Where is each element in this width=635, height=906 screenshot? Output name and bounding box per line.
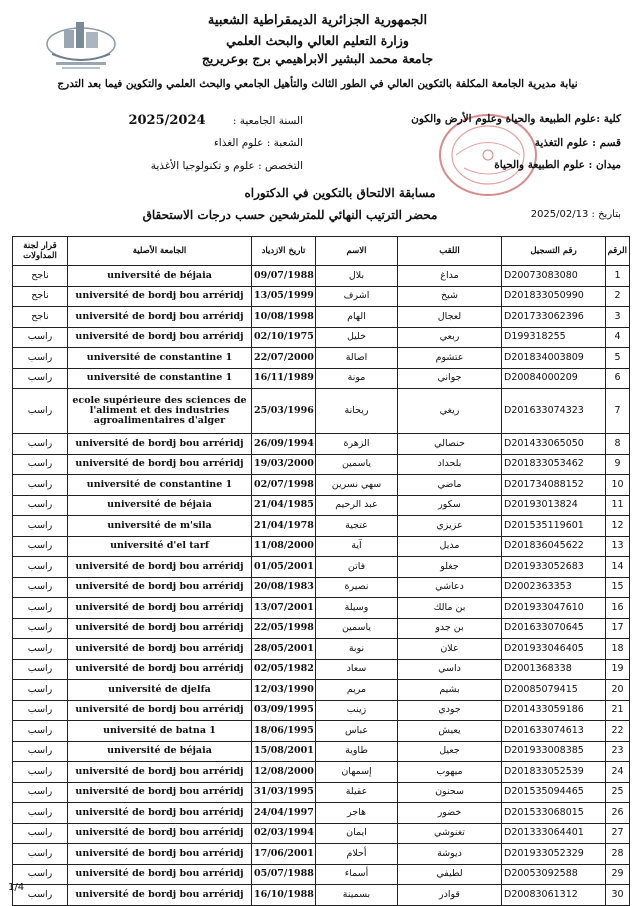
rank-cell: 25 bbox=[606, 782, 630, 803]
university-cell: université de bordj bou arréridj bbox=[68, 659, 252, 680]
decision-cell: راسب bbox=[13, 680, 68, 701]
faculty-label: كلية :علوم الطبيعة والحياة وعلوم الأرض والكون bbox=[411, 113, 621, 125]
first-name-cell: زينب bbox=[316, 700, 398, 721]
col-last-name: اللقب bbox=[398, 237, 502, 266]
table-row bbox=[13, 368, 630, 389]
university-cell: université de bordj bou arréridj bbox=[68, 639, 252, 660]
registration-cell: D2001368338 bbox=[502, 659, 606, 680]
decision-cell: راسب bbox=[13, 348, 68, 369]
last-name-cell: بن جدو bbox=[398, 618, 502, 639]
last-name-cell: لعجال bbox=[398, 307, 502, 328]
first-name-cell: عبد الرحيم bbox=[316, 495, 398, 516]
decision-cell: راسب bbox=[13, 700, 68, 721]
first-name-cell: أحلام bbox=[316, 844, 398, 865]
table-row bbox=[13, 639, 630, 660]
birth-date-cell: 13/05/1999 bbox=[252, 286, 316, 307]
last-name-cell: سحنون bbox=[398, 782, 502, 803]
registration-cell: D201633074323 bbox=[502, 389, 606, 434]
university-cell: université de bordj bou arréridj bbox=[68, 598, 252, 619]
first-name-cell: الزهرة bbox=[316, 434, 398, 455]
table-row bbox=[13, 536, 630, 557]
birth-date-cell: 22/05/1998 bbox=[252, 618, 316, 639]
registration-cell: D20085079415 bbox=[502, 680, 606, 701]
rank-cell: 18 bbox=[606, 639, 630, 660]
university-cell: université de constantine 1 bbox=[68, 348, 252, 369]
department-label: قسم : علوم التغذية bbox=[534, 137, 621, 149]
report-title: محضر الترتيب النهائي للمترشحين حسب درجات الاستحقاق bbox=[142, 208, 438, 222]
first-name-cell: آية bbox=[316, 536, 398, 557]
registration-cell: D201433065050 bbox=[502, 434, 606, 455]
last-name-cell: يعيش bbox=[398, 721, 502, 742]
birth-date-cell: 22/07/2000 bbox=[252, 348, 316, 369]
first-name-cell: عباس bbox=[316, 721, 398, 742]
last-name-cell: حنصالي bbox=[398, 434, 502, 455]
decision-cell: راسب bbox=[13, 659, 68, 680]
university-cell: université de bordj bou arréridj bbox=[68, 557, 252, 578]
last-name-cell: سكور bbox=[398, 495, 502, 516]
last-name-cell: بن مالك bbox=[398, 598, 502, 619]
rank-cell: 12 bbox=[606, 516, 630, 537]
birth-date-cell: 05/07/1988 bbox=[252, 864, 316, 885]
decision-cell: راسب bbox=[13, 536, 68, 557]
rank-cell: 11 bbox=[606, 495, 630, 516]
competition-title: مسابقة الالتحاق بالتكوين في الدكتوراه bbox=[244, 186, 436, 200]
first-name-cell: بلال bbox=[316, 266, 398, 287]
rank-cell: 1 bbox=[606, 266, 630, 287]
first-name-cell: اصالة bbox=[316, 348, 398, 369]
last-name-cell: خضور bbox=[398, 803, 502, 824]
table-row bbox=[13, 266, 630, 287]
table-row bbox=[13, 864, 630, 885]
decision-cell: راسب bbox=[13, 762, 68, 783]
table-row bbox=[13, 782, 630, 803]
university-cell: université de constantine 1 bbox=[68, 475, 252, 496]
university-cell: université de bordj bou arréridj bbox=[68, 454, 252, 475]
col-registration: رقم التسجيل bbox=[502, 237, 606, 266]
last-name-cell: علان bbox=[398, 639, 502, 660]
registration-cell: D201733062396 bbox=[502, 307, 606, 328]
university-cell: université de bordj bou arréridj bbox=[68, 885, 252, 906]
first-name-cell: الهام bbox=[316, 307, 398, 328]
rank-cell: 8 bbox=[606, 434, 630, 455]
table-row bbox=[13, 721, 630, 742]
table-row bbox=[13, 762, 630, 783]
birth-date-cell: 17/06/2001 bbox=[252, 844, 316, 865]
table-row bbox=[13, 598, 630, 619]
university-cell: université de bordj bou arréridj bbox=[68, 782, 252, 803]
branch-label: الشعبة : علوم الغذاء bbox=[213, 137, 303, 149]
last-name-cell: عزيزي bbox=[398, 516, 502, 537]
first-name-cell: وسيلة bbox=[316, 598, 398, 619]
last-name-cell: جعيل bbox=[398, 741, 502, 762]
registration-cell: D201333064401 bbox=[502, 823, 606, 844]
rank-cell: 9 bbox=[606, 454, 630, 475]
decision-cell: ناجح bbox=[13, 266, 68, 287]
first-name-cell: اشرف bbox=[316, 286, 398, 307]
decision-cell: ناجح bbox=[13, 307, 68, 328]
birth-date-cell: 01/05/2001 bbox=[252, 557, 316, 578]
academic-year-label: السنة الجامعية : bbox=[232, 115, 303, 127]
table-row bbox=[13, 516, 630, 537]
table-row bbox=[13, 680, 630, 701]
birth-date-cell: 21/04/1985 bbox=[252, 495, 316, 516]
decision-cell: راسب bbox=[13, 495, 68, 516]
table-row bbox=[13, 557, 630, 578]
university-cell: université de béjaia bbox=[68, 495, 252, 516]
university-cell: université de béjaia bbox=[68, 266, 252, 287]
last-name-cell: لطيفي bbox=[398, 864, 502, 885]
birth-date-cell: 26/09/1994 bbox=[252, 434, 316, 455]
republic-title: الجمهورية الجزائرية الديمقراطية الشعبية bbox=[207, 13, 428, 28]
first-name-cell: مريم bbox=[316, 680, 398, 701]
academic-year-row bbox=[128, 113, 303, 128]
page-number: 1/4 bbox=[8, 882, 25, 893]
registration-cell: D201933052683 bbox=[502, 557, 606, 578]
birth-date-cell: 28/05/2001 bbox=[252, 639, 316, 660]
last-name-cell: قوادر bbox=[398, 885, 502, 906]
table-row bbox=[13, 307, 630, 328]
birth-date-cell: 24/04/1997 bbox=[252, 803, 316, 824]
first-name-cell: بسمينة bbox=[316, 885, 398, 906]
registration-cell: D201834003809 bbox=[502, 348, 606, 369]
birth-date-cell: 13/07/2001 bbox=[252, 598, 316, 619]
last-name-cell: شيخ bbox=[398, 286, 502, 307]
table-row bbox=[13, 618, 630, 639]
birth-date-cell: 10/08/1998 bbox=[252, 307, 316, 328]
registration-cell: D20084000209 bbox=[502, 368, 606, 389]
last-name-cell: جغلو bbox=[398, 557, 502, 578]
registration-cell: D201836045622 bbox=[502, 536, 606, 557]
decision-cell: راسب bbox=[13, 516, 68, 537]
last-name-cell: بلحداد bbox=[398, 454, 502, 475]
university-cell: université de bordj bou arréridj bbox=[68, 844, 252, 865]
rank-cell: 19 bbox=[606, 659, 630, 680]
registration-cell: D20053092588 bbox=[502, 864, 606, 885]
rank-cell: 22 bbox=[606, 721, 630, 742]
table-row bbox=[13, 741, 630, 762]
rank-cell: 29 bbox=[606, 864, 630, 885]
rank-cell: 30 bbox=[606, 885, 630, 906]
university-cell: université de djelfa bbox=[68, 680, 252, 701]
birth-date-cell: 09/07/1988 bbox=[252, 266, 316, 287]
table-row bbox=[13, 495, 630, 516]
table-row bbox=[13, 348, 630, 369]
university-cell: université de béjaia bbox=[68, 741, 252, 762]
rank-cell: 16 bbox=[606, 598, 630, 619]
birth-date-cell: 15/08/2001 bbox=[252, 741, 316, 762]
rank-cell: 23 bbox=[606, 741, 630, 762]
registration-cell: D201933046405 bbox=[502, 639, 606, 660]
first-name-cell: مونة bbox=[316, 368, 398, 389]
decision-cell: راسب bbox=[13, 639, 68, 660]
registration-cell: D20083061312 bbox=[502, 885, 606, 906]
birth-date-cell: 11/08/2000 bbox=[252, 536, 316, 557]
first-name-cell: خليل bbox=[316, 327, 398, 348]
birth-date-cell: 16/11/1989 bbox=[252, 368, 316, 389]
first-name-cell: عتجية bbox=[316, 516, 398, 537]
university-cell: université de batna 1 bbox=[68, 721, 252, 742]
ranking-table bbox=[12, 236, 630, 906]
last-name-cell: بشيم bbox=[398, 680, 502, 701]
university-cell: université de bordj bou arréridj bbox=[68, 307, 252, 328]
decision-cell: راسب bbox=[13, 557, 68, 578]
rank-cell: 17 bbox=[606, 618, 630, 639]
rank-cell: 14 bbox=[606, 557, 630, 578]
decision-cell: راسب bbox=[13, 885, 68, 906]
university-cell: université de bordj bou arréridj bbox=[68, 823, 252, 844]
last-name-cell: جودي bbox=[398, 700, 502, 721]
decision-cell: راسب bbox=[13, 454, 68, 475]
decision-cell: راسب bbox=[13, 721, 68, 742]
first-name-cell: عقيلة bbox=[316, 782, 398, 803]
first-name-cell: سهي نسرين bbox=[316, 475, 398, 496]
decision-cell: راسب bbox=[13, 434, 68, 455]
table-row bbox=[13, 700, 630, 721]
decision-cell: ناجح bbox=[13, 286, 68, 307]
registration-cell: D201535094465 bbox=[502, 782, 606, 803]
last-name-cell: ميهوب bbox=[398, 762, 502, 783]
table-row bbox=[13, 803, 630, 824]
first-name-cell: ريحانة bbox=[316, 389, 398, 434]
first-name-cell: فاتن bbox=[316, 557, 398, 578]
first-name-cell: سعاد bbox=[316, 659, 398, 680]
first-name-cell: ايمان bbox=[316, 823, 398, 844]
first-name-cell: ياسمين bbox=[316, 618, 398, 639]
decision-cell: راسب bbox=[13, 618, 68, 639]
col-rank: الرقم bbox=[606, 237, 630, 266]
table-row bbox=[13, 434, 630, 455]
birth-date-cell: 03/09/1995 bbox=[252, 700, 316, 721]
first-name-cell: إسمهان bbox=[316, 762, 398, 783]
registration-cell: D201833053462 bbox=[502, 454, 606, 475]
table-row bbox=[13, 659, 630, 680]
registration-cell: D201535119601 bbox=[502, 516, 606, 537]
last-name-cell: مداغ bbox=[398, 266, 502, 287]
last-name-cell: مديل bbox=[398, 536, 502, 557]
university-cell: université de bordj bou arréridj bbox=[68, 700, 252, 721]
table-row bbox=[13, 327, 630, 348]
last-name-cell: داسي bbox=[398, 659, 502, 680]
rank-cell: 13 bbox=[606, 536, 630, 557]
first-name-cell: أسماء bbox=[316, 864, 398, 885]
registration-cell: D201933047610 bbox=[502, 598, 606, 619]
university-cell: université d'el tarf bbox=[68, 536, 252, 557]
first-name-cell: طاوية bbox=[316, 741, 398, 762]
table-row bbox=[13, 475, 630, 496]
academic-year-value: 2025/2024 bbox=[128, 113, 206, 128]
birth-date-cell: 02/07/1998 bbox=[252, 475, 316, 496]
domain-label: ميدان : علوم الطبيعة والحياة bbox=[494, 159, 621, 171]
table-row bbox=[13, 823, 630, 844]
col-university: الجامعة الأصلية bbox=[68, 237, 252, 266]
decision-cell: راسب bbox=[13, 864, 68, 885]
decision-cell: راسب bbox=[13, 475, 68, 496]
col-decision: قرار لجنة المداولات bbox=[13, 237, 68, 266]
date-value: 2025/02/13 bbox=[530, 209, 589, 220]
last-name-cell: عتشوم bbox=[398, 348, 502, 369]
last-name-cell: ريغي bbox=[398, 389, 502, 434]
first-name-cell: هاجر bbox=[316, 803, 398, 824]
col-first-name: الاسم bbox=[316, 237, 398, 266]
decision-cell: راسب bbox=[13, 782, 68, 803]
decision-cell: راسب bbox=[13, 598, 68, 619]
table-header-row bbox=[13, 237, 630, 266]
university-cell: université de bordj bou arréridj bbox=[68, 434, 252, 455]
rank-cell: 27 bbox=[606, 823, 630, 844]
table-row bbox=[13, 454, 630, 475]
university-cell: université de bordj bou arréridj bbox=[68, 327, 252, 348]
table-row bbox=[13, 577, 630, 598]
decision-cell: راسب bbox=[13, 368, 68, 389]
registration-cell: D201633074613 bbox=[502, 721, 606, 742]
last-name-cell: تغنوشي bbox=[398, 823, 502, 844]
registration-cell: D201933008385 bbox=[502, 741, 606, 762]
decision-cell: راسب bbox=[13, 577, 68, 598]
registration-cell: D20193013824 bbox=[502, 495, 606, 516]
rank-cell: 7 bbox=[606, 389, 630, 434]
table-row bbox=[13, 286, 630, 307]
university-cell: université de bordj bou arréridj bbox=[68, 577, 252, 598]
decision-cell: راسب bbox=[13, 327, 68, 348]
decision-cell: راسب bbox=[13, 803, 68, 824]
rank-cell: 2 bbox=[606, 286, 630, 307]
registration-cell: D201734088152 bbox=[502, 475, 606, 496]
registration-cell: D201933052329 bbox=[502, 844, 606, 865]
rank-cell: 6 bbox=[606, 368, 630, 389]
rank-cell: 10 bbox=[606, 475, 630, 496]
decision-cell: راسب bbox=[13, 844, 68, 865]
first-name-cell: ياسمين bbox=[316, 454, 398, 475]
rank-cell: 24 bbox=[606, 762, 630, 783]
university-cell: université de bordj bou arréridj bbox=[68, 286, 252, 307]
university-title: جامعة محمد البشير الابراهيمي برج بوعريريج bbox=[201, 51, 434, 66]
birth-date-cell: 18/06/1995 bbox=[252, 721, 316, 742]
last-name-cell: جواني bbox=[398, 368, 502, 389]
birth-date-cell: 20/08/1983 bbox=[252, 577, 316, 598]
birth-date-cell: 02/03/1994 bbox=[252, 823, 316, 844]
ministry-title: وزارة التعليم العالي والبحث العلمي bbox=[226, 33, 409, 48]
decision-cell: راسب bbox=[13, 823, 68, 844]
specialty-label: التخصص : علوم و تكنولوجيا الأغذية bbox=[150, 160, 303, 172]
birth-date-cell: 12/08/2000 bbox=[252, 762, 316, 783]
last-name-cell: ماضي bbox=[398, 475, 502, 496]
registration-cell: D201833052539 bbox=[502, 762, 606, 783]
last-name-cell: دعاشي bbox=[398, 577, 502, 598]
last-name-cell: ربعي bbox=[398, 327, 502, 348]
university-cell: université de bordj bou arréridj bbox=[68, 803, 252, 824]
university-cell: université de m'sila bbox=[68, 516, 252, 537]
rank-cell: 21 bbox=[606, 700, 630, 721]
rank-cell: 4 bbox=[606, 327, 630, 348]
registration-cell: D199318255 bbox=[502, 327, 606, 348]
rank-cell: 28 bbox=[606, 844, 630, 865]
registration-cell: D201533068015 bbox=[502, 803, 606, 824]
birth-date-cell: 19/03/2000 bbox=[252, 454, 316, 475]
first-name-cell: نوبة bbox=[316, 639, 398, 660]
col-birth-date: تاريخ الازدياد bbox=[252, 237, 316, 266]
registration-cell: D201633070645 bbox=[502, 618, 606, 639]
table-row bbox=[13, 885, 630, 906]
birth-date-cell: 25/03/1996 bbox=[252, 389, 316, 434]
birth-date-cell: 12/03/1990 bbox=[252, 680, 316, 701]
registration-cell: D201433059186 bbox=[502, 700, 606, 721]
birth-date-cell: 31/03/1995 bbox=[252, 782, 316, 803]
registration-cell: D20073083080 bbox=[502, 266, 606, 287]
university-cell: université de bordj bou arréridj bbox=[68, 864, 252, 885]
rank-cell: 20 bbox=[606, 680, 630, 701]
rank-cell: 26 bbox=[606, 803, 630, 824]
decision-cell: راسب bbox=[13, 389, 68, 434]
last-name-cell: ديوشة bbox=[398, 844, 502, 865]
first-name-cell: نصيرة bbox=[316, 577, 398, 598]
university-cell: université de bordj bou arréridj bbox=[68, 762, 252, 783]
birth-date-cell: 02/10/1975 bbox=[252, 327, 316, 348]
university-cell: ecole supérieure des sciences de l'aliment et des industries agroalimentaires d'alger bbox=[68, 389, 252, 434]
birth-date-cell: 16/10/1988 bbox=[252, 885, 316, 906]
registration-cell: D201833050990 bbox=[502, 286, 606, 307]
rank-cell: 15 bbox=[606, 577, 630, 598]
birth-date-cell: 02/05/1982 bbox=[252, 659, 316, 680]
directorate-title: نيابة مديرية الجامعة المكلفة بالتكوين العالي في الطور الثالث والتأهيل الجامعي والبحث العلمي والتكوين فيما بعد التدرج bbox=[57, 78, 578, 90]
report-date bbox=[531, 209, 621, 220]
date-label: بتاريخ : bbox=[591, 209, 621, 220]
university-cell: université de bordj bou arréridj bbox=[68, 618, 252, 639]
birth-date-cell: 21/04/1978 bbox=[252, 516, 316, 537]
decision-cell: راسب bbox=[13, 741, 68, 762]
university-cell: université de constantine 1 bbox=[68, 368, 252, 389]
registration-cell: D2002363353 bbox=[502, 577, 606, 598]
table-row bbox=[13, 389, 630, 434]
rank-cell: 5 bbox=[606, 348, 630, 369]
table-row bbox=[13, 844, 630, 865]
rank-cell: 3 bbox=[606, 307, 630, 328]
